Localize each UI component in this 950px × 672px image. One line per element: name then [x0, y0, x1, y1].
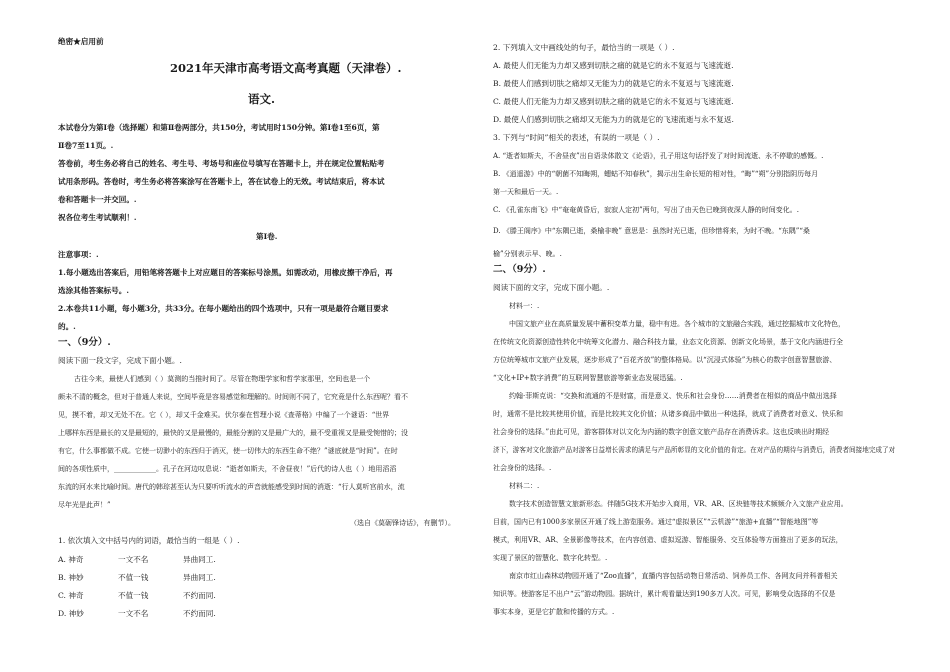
passage-line: 颇未不清的概念，但对于普通人来说，空间毕竟是容易感觉和理解的。时间则不同了，它究竟是什么东西呢？看不 [58, 393, 408, 401]
note-line: 1.每小题选出答案后，用铅笔将答题卡上对应题目的答案标号涂黑。如需改动，用橡皮擦干净后，再 [58, 268, 393, 277]
option-label: A. 神奇 [58, 555, 84, 564]
material-1-line: 在传统文化资源创造性转化中统筹文化潜力、融合科技力量，业态文化资源、创新文化场景，基于文化内涵进行全 [493, 338, 843, 346]
passage-line: 上哪样东西是最长的又是最短的，最快的又是最慢的，最能分割的又是最广大的，最不受重视又是最受惋惜的；没 [58, 429, 408, 437]
page-title: 2021年天津市高考语文高考真题（天津卷）. [170, 61, 402, 75]
material-2-line: 实现了景区的智慧化、数字化转型。. [493, 554, 608, 562]
material-2-line: 知识等。使游客足不出户“云”游动物园。据统计，累计观看量达到190多万人次。可见，影响受众选择的不仅是 [493, 590, 836, 598]
note-line: 2.本卷共11小题，每小题3分，共33分。在每小题给出的四个选项中，只有一项是最符合题目要求 [58, 304, 389, 313]
question-2-option-a: A. 最使人们无能为力却又感到切肤之痛的就是它的永不复返与飞速流逝. [493, 61, 734, 70]
option-word: 不值一钱 [118, 591, 149, 600]
material-1-line: 约翰·菲斯克说：“交换和流通的不是财富，而是意义、快乐和社会身份……消费者在相似的商品中做出选择 [509, 392, 837, 400]
passage-line: 尽年光是此声！” [58, 501, 111, 509]
passage-line: 古往今来，最使人们感到（ ）莫测的当推时间了。尽管在物理学家和哲学家那里，空间也是一个 [74, 375, 371, 383]
passage-line: 东流的河水来比喻时间。唐代的韩琮甚至认为只要听听流水的声音就能感受到时间的消逝：“行人莫听宫前水，流 [58, 483, 405, 491]
option-word: 异曲同工. [183, 555, 216, 564]
material-1-line: 方位统筹城市文旅产业发展，逐步形成了“百花齐放”的整体格局。以“沉浸式体验”为核心的数字创意智慧旅游、 [493, 356, 837, 364]
question-2-option-d: D. 最使人们感到切肤之痛却又无能为力的就是它的飞速流逝与永不复返. [493, 115, 734, 124]
note-line: 的。. [58, 322, 76, 331]
material-2-line: 南京市红山森林动物园开通了“Zoo直播”，直播内容包括动物日常活动、饲养员工作、各网友问并科普相关 [509, 572, 838, 580]
material-2-line: 事实本身，更是它扩散和传播的方式。. [493, 608, 615, 616]
part-one-heading: 第Ⅰ卷. [256, 232, 278, 241]
material-1-line: 中国文旅产业在高质量发展中蓄积变革力量，稳中有进。各个城市的文旅融合实践，通过挖掘城市文化特色， [509, 320, 845, 328]
intro-line: 祝各位考生考试顺利！. [58, 213, 137, 222]
notes-title: 注意事项：. [58, 250, 99, 259]
question-3-option-b-cont: 第一天和最后一天。. [493, 188, 559, 196]
material-2-label: 材料二：. [509, 482, 540, 490]
note-line: 选涂其他答案标号。. [58, 286, 129, 295]
option-word: 异曲同工. [183, 573, 216, 582]
option-label: C. 神奇 [58, 591, 84, 600]
option-word: 不值一钱 [118, 573, 149, 582]
material-2-line: 目前，国内已有1000多家景区开通了线上游览服务。通过“虚拟景区”“云机游”“旅游+直播”“智能地图”等 [493, 518, 819, 526]
material-2-line: 数字技术创造智慧文旅新形态。伴随5G技术开始步入商用，VR、AR、区块链等技术频频介入文旅产业应用。 [509, 500, 848, 508]
material-2-line: 模式，利用VR、AR、全景影像等技术，在内容创造、虚拟逗游、智能服务、交互体验等方面推出了更多的玩法， [493, 536, 843, 544]
question-3-option-c: C. 《孔雀东南飞》中“奄奄黄昏后，寂寂人定初”两句，写出了由天色已晚到夜深人静的时间变化。. [493, 206, 799, 214]
option-label: D. 神妙 [58, 609, 84, 618]
intro-line: 卷和答题卡一并交回。. [58, 195, 137, 204]
option-word: 一文不名 [118, 555, 149, 564]
question-2-option-c: C. 最使人们无能为力却又感到切肤之痛的就是它的永不复返与飞速流逝. [493, 97, 734, 106]
question-3-option-d: D. 《滕王阁序》中“东隅已逝，桑榆非晚” 意思是：虽然时光已逝，但珍惜将来，为时不晚。“东隅”“桑 [493, 227, 810, 235]
read-prompt: 阅读下面一段文字，完成下面小题。. [58, 356, 182, 365]
material-1-line: “文化+IP+数字消费”的互联网智慧旅游等新业态发展迅猛。. [493, 374, 683, 382]
question-2-option-b: B. 最使人们感到切肤之痛却又无能为力的就是它的永不复返与飞速流逝. [493, 79, 734, 88]
passage-source: （选自《莫砺锋诗话》，有删节）。 [350, 519, 455, 527]
material-1-line: 社会身份的选择。. [493, 464, 552, 472]
intro-line: 本试卷分为第Ⅰ卷（选择题）和第Ⅱ卷两部分，共150分，考试用时150分钟。第Ⅰ卷1至6页，第 [58, 123, 380, 132]
option-word: 不约而同. [183, 609, 216, 618]
read-prompt-2: 阅读下面的文字，完成下面小题。. [493, 283, 610, 292]
question-2: 2. 下列填入文中画线处的句子，最恰当的一项是（ ）. [493, 43, 675, 52]
subject-title: 语文. [248, 92, 276, 106]
intro-line: 试用条形码。答卷时，考生务必将答案涂写在答题卡上，答在试卷上的无效。考试结束后，将本试 [58, 177, 385, 186]
question-3: 3. 下列与“时间”相关的表述，有误的一项是（ ）. [493, 133, 660, 142]
material-1-line: 社会身份的选择。”由此可见，游客群体对以文化为内涵的数字创意文旅产品存在消费诉求。这也反映出时期经 [493, 428, 830, 436]
question-3-option-b: B. 《逍遥游》中的“朝菌不知晦朔，蟪蛄不知春秋”，揭示出生命长短的相对性，“晦”“朔”分别指阴历每月 [493, 170, 819, 178]
option-label: B. 神妙 [58, 573, 84, 582]
passage-line: 见，摸不着，却又无处不在。它（ ），却又千金难买。伏尔泰在哲理小说《查蒂格》中编了一个谜语：“世界 [58, 411, 390, 419]
option-word: 一文不名 [118, 609, 149, 618]
question-3-option-d-cont: 榆”分别表示早、晚。. [493, 250, 562, 258]
material-1-line: 济下，游客对文化旅游产品对游客日益增长需求的满足与产品所彰显的文化价值的肯定。在对产品的期待与消费后，消费者间接地完成了对 [493, 446, 896, 454]
question-3-option-a: A. “逝者如斯夫，不舍昼夜”出自语录体散文《论语》，孔子用这句话抒发了对时间流逝、永不停歇的感慨。. [493, 152, 824, 160]
intro-line: 答卷前，考生务必将自己的姓名、考生号、考场号和座位号填写在答题卡上，并在规定位置粘贴考 [58, 159, 385, 168]
option-word: 不约而同. [183, 591, 216, 600]
passage-line: 有它，什么事都做不成。它使一切渺小的东西归于消灭，使一切伟大的东西生命不绝？”谜底就是“时间”。在时 [58, 447, 398, 455]
passage-line: 间的各项性质中，____________。孔子在河边叹息说：“逝者如斯夫，不舍昼夜！”后代的诗人也（ ）地用滔滔 [58, 465, 397, 473]
material-1-line: 时，通常不是比较其使用价值，而是比较其文化价值；从诸多商品中做出一种选择，就成了消费者对意义、快乐和 [493, 410, 843, 418]
question-1: 1. 依次填入文中括号内的词语，最恰当的一组是（ ）. [58, 536, 240, 545]
section-one-heading: 一、（9分）. [58, 337, 111, 348]
section-two-heading: 二、（9分）. [493, 264, 546, 275]
material-1-label: 材料一：. [509, 302, 540, 310]
intro-line: Ⅱ卷7至11页。. [58, 141, 114, 150]
confidential-label: 绝密★启用前 [58, 37, 104, 46]
